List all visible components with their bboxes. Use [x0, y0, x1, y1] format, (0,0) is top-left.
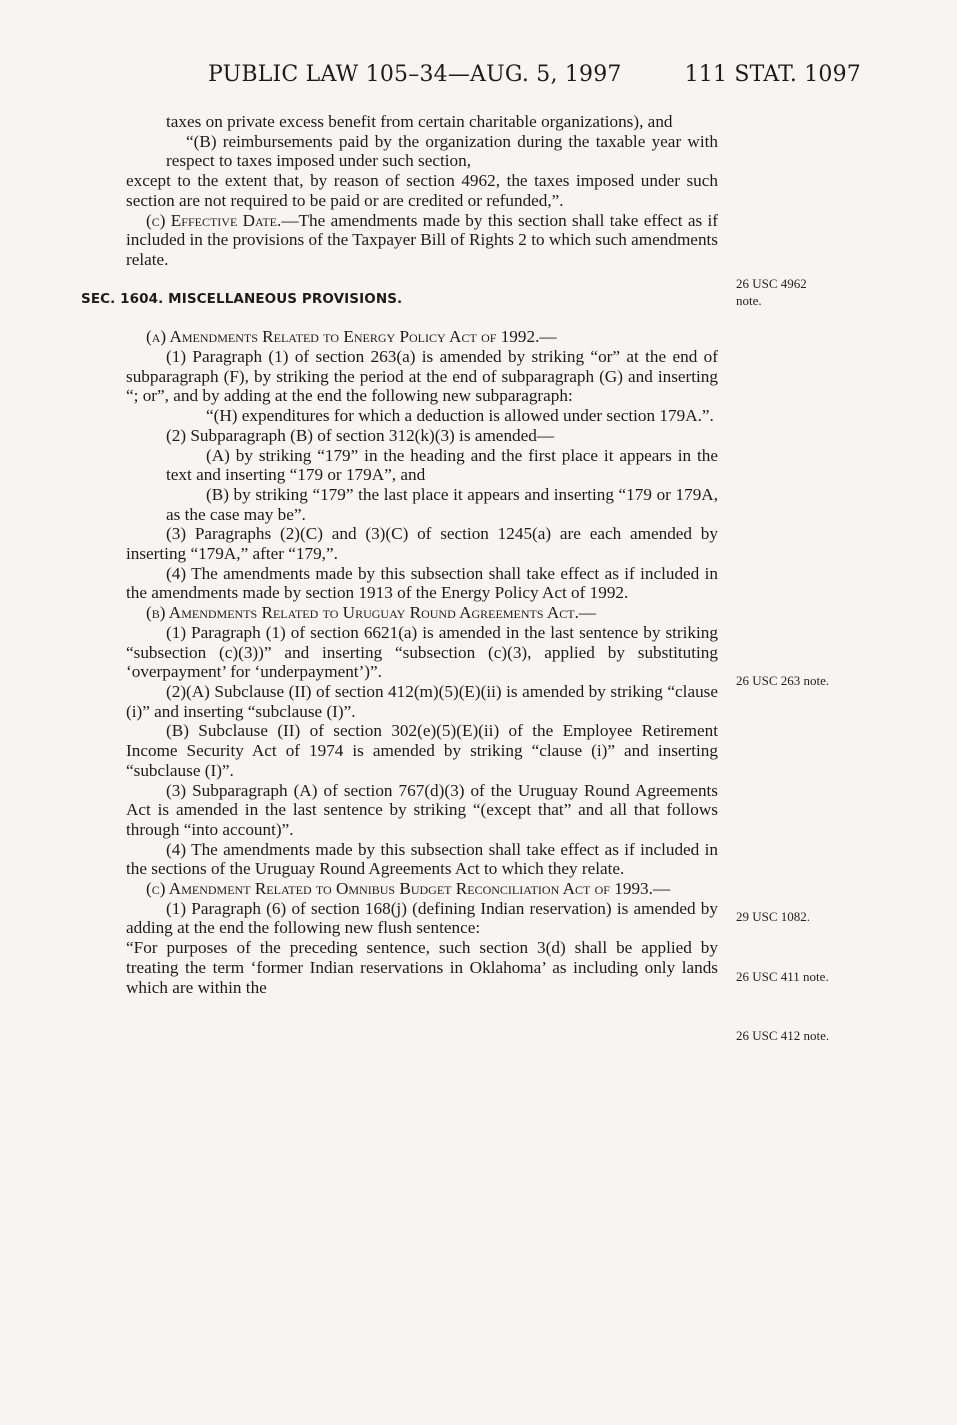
subsection-c-dash: —: [652, 879, 671, 899]
paragraph-c1: (1) Paragraph (6) of section 168(j) (defining Indian reservation) is amended by adding at the end the following new flush sentence:: [126, 898, 718, 938]
subsection-c-label: (c) Amendment Related to Omnibus Budget Reconciliation Act of 1993.: [146, 879, 653, 899]
effective-date-text: —The amendments made by this section shall take effect as if included in the provisions of the Taxpayer Bill of Rights 2 to which such amendments relate.: [126, 210, 718, 269]
paragraph-b3: (3) Subparagraph (A) of section 767(d)(3) of the Uruguay Round Agreements Act is amended in the last sentence by striking “(except that” and all that follows through “into account)”.: [126, 780, 718, 839]
margin-note-411: 26 USC 411 note.: [736, 969, 829, 984]
subsection-b-heading: [81, 603, 718, 623]
paragraph-a1-H: “(H) expenditures for which a deduction is allowed under section 179A.”.: [206, 406, 714, 426]
paragraph-a4: (4) The amendments made by this subsection shall take effect as if included in the amendments made by section 1913 of the Energy Policy Act of 1992.: [126, 563, 718, 603]
subsection-b-dash: —: [578, 603, 597, 623]
subsection-c-heading: [81, 879, 718, 899]
body-text: [81, 112, 718, 997]
paragraph-b2A: (2)(A) Subclause (II) of section 412(m)(5)(E)(ii) is amended by striking “clause (i)” and inserting “subclause (I)”.: [126, 681, 718, 721]
margin-note-412: 26 USC 412 note.: [736, 1028, 830, 1043]
header-public-law: PUBLIC LAW 105–34—AUG. 5, 1997: [208, 62, 622, 87]
subsection-b-label: (b) Amendments Related to Uruguay Round Agreements Act.: [146, 603, 579, 623]
page-header: [0, 62, 957, 94]
paragraph-b4: (4) The amendments made by this subsection shall take effect as if included in the sections of the Uruguay Round Agreements Act to which they relate.: [126, 839, 718, 879]
margin-note-4962-line1: 26 USC 4962: [736, 276, 807, 291]
margin-note-1082: 29 USC 1082.: [736, 909, 811, 924]
margin-note-4962: [736, 275, 807, 309]
paragraph-B-reimbursements: “(B) reimbursements paid by the organization during the taxable year with respect to taxes imposed under such section,: [166, 131, 718, 171]
paragraph-continuation: taxes on private excess benefit from certain charitable organizations), and: [166, 112, 673, 131]
effective-date-label: (c) Effective Date.: [146, 210, 282, 230]
paragraph-a2: (2) Subparagraph (B) of section 312(k)(3) is amended—: [166, 425, 555, 445]
margin-note-263: 26 USC 263 note.: [736, 673, 830, 688]
paragraph-a2-A: (A) by striking “179” in the heading and the first place it appears in the text and inserting “179 or 179A”, and: [166, 445, 718, 485]
header-stat-citation: 111 STAT. 1097: [684, 62, 861, 87]
paragraph-a1: (1) Paragraph (1) of section 263(a) is amended by striking “or” at the end of subparagraph (F), by striking the period at the end of subparagraph (G) and inserting “; or”, and by adding at the end the following new subparagraph:: [126, 347, 718, 406]
paragraph-c1-quote: “For purposes of the preceding sentence, such section 3(d) shall be applied by treating the term ‘former Indian reservations in Oklahoma’ as including only lands which are within the: [126, 938, 718, 997]
margin-note-4962-line2: note.: [736, 293, 762, 308]
section-heading: SEC. 1604. MISCELLANEOUS PROVISIONS.: [81, 290, 403, 307]
subsection-a-label: (a) Amendments Related to Energy Policy Act of 1992.: [146, 327, 540, 347]
paragraph-except-clause: except to the extent that, by reason of section 4962, the taxes imposed under such section are not required to be paid or are credited or refunded,”.: [126, 171, 718, 210]
paragraph-b2B: (B) Subclause (II) of section 302(e)(5)(E)(ii) of the Employee Retirement Income Security Act of 1974 is amended by striking “clause (i)” and inserting “subclause (I)”.: [126, 721, 718, 780]
paragraph-a3: (3) Paragraphs (2)(C) and (3)(C) of section 1245(a) are each amended by inserting “179A,” after “179,”.: [126, 524, 718, 564]
paragraph-effective-date: [126, 211, 718, 270]
paragraph-a2-B: (B) by striking “179” the last place it appears and inserting “179 or 179A, as the case may be”.: [166, 484, 718, 524]
paragraph-b1: (1) Paragraph (1) of section 6621(a) is amended in the last sentence by striking “subsection (c)(3))” and inserting “subsection (c)(3), applied by substituting ‘overpayment’ for ‘underpayment’)”.: [126, 622, 718, 682]
subsection-a-dash: —: [539, 327, 557, 347]
subsection-a-heading: [126, 327, 718, 347]
